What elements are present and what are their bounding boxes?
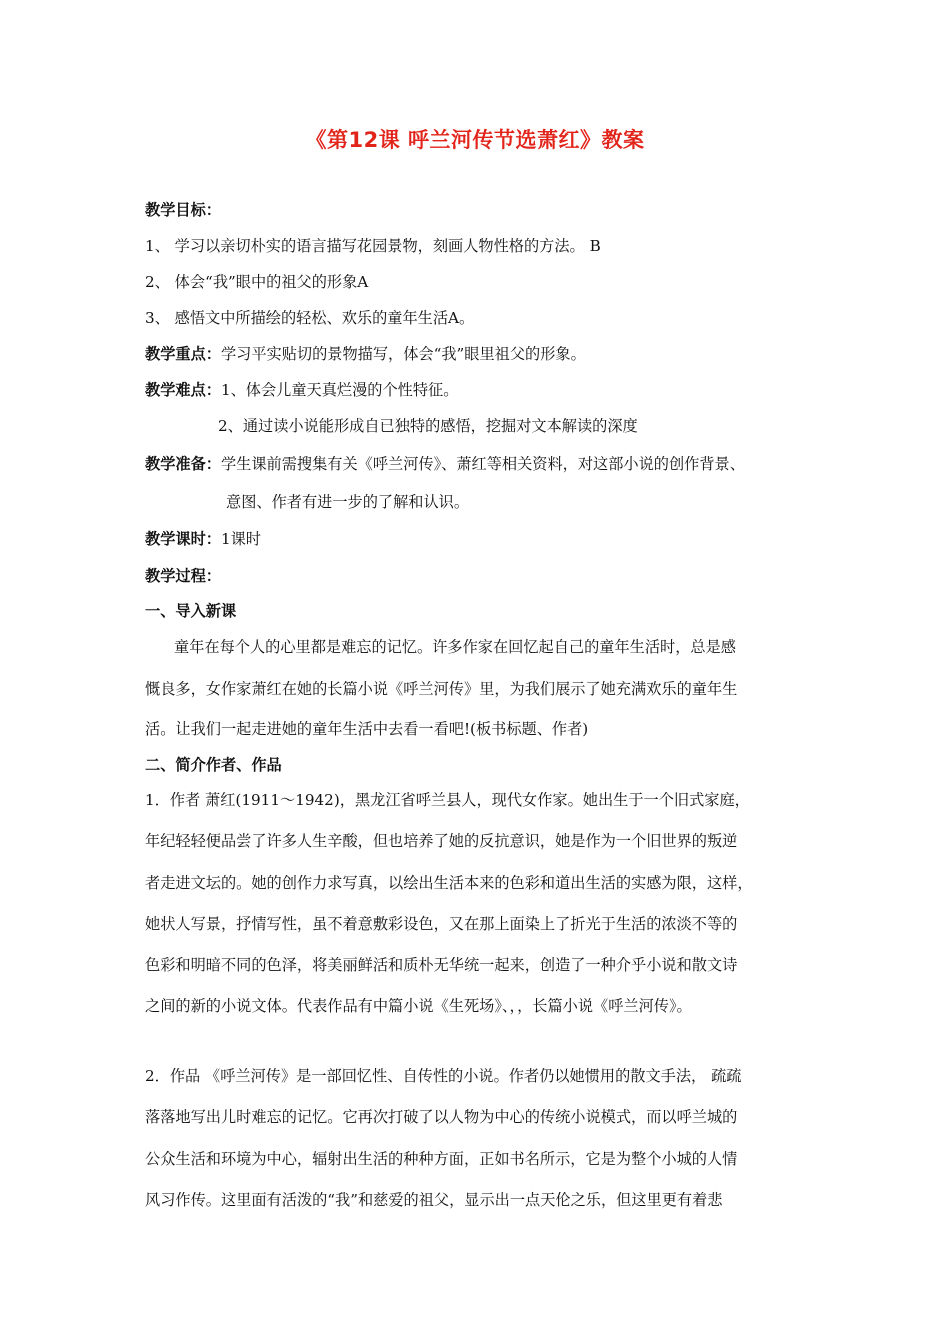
author-line-5: 色彩和明暗不同的色泽，将美丽鲜活和质朴无华统一起来，创造了一种介乎小说和散文诗 [145, 956, 738, 974]
author-line-1: 1．作者 萧红(1911～1942)，黑龙江省呼兰县人，现代女作家。她出生于一个旧式家庭， [145, 791, 750, 809]
section-1-heading: 一、导入新课 [145, 602, 237, 620]
difficulty-line-1: 1、体会儿童天真烂漫的个性特征。 [220, 381, 459, 399]
author-line-2: 年纪轻轻便品尝了许多人生辛酸，但也培养了她的反抗意识，她是作为一个旧世界的叛逆 [145, 832, 738, 850]
difficulty-line-2: 2、通过读小说能形成自已独特的感悟，挖掘对文本解读的深度 [218, 417, 638, 435]
intro-line-2: 慨良多，女作家萧红在她的长篇小说《呼兰河传》里，为我们展示了她充满欢乐的童年生 [145, 680, 738, 698]
process-heading: 教学过程： [145, 567, 221, 585]
work-line-1: 2．作品 《呼兰河传》是一部回忆性、自传性的小说。作者仍以她惯用的散文手法， 疏疏 [145, 1067, 742, 1085]
author-line-6: 之间的新的小说文体。代表作品有中篇小说《生死场》、，，长篇小说《呼兰河传》。 [145, 997, 692, 1015]
hours-row [145, 529, 261, 549]
difficulty-row [145, 380, 458, 400]
section-2-heading: 二、简介作者、作品 [145, 756, 282, 774]
difficulty-label: 教学难点： [145, 381, 221, 399]
hours-text: 1课时 [220, 530, 261, 548]
intro-line-1: 童年在每个人的心里都是难忘的记忆。许多作家在回忆起自己的童年生活时，总是感 [174, 638, 736, 656]
goals-heading: 教学目标： [145, 201, 221, 219]
intro-line-3: 活。让我们一起走进她的童年生活中去看一看吧!(板书标题、作者) [145, 720, 589, 738]
goal-item-2: 2、 体会“我”眼中的祖父的形象A [145, 273, 369, 291]
work-line-2: 落落地写出儿时难忘的记忆。它再次打破了以人物为中心的传统小说模式，而以呼兰城的 [145, 1108, 738, 1126]
preparation-line-1: 学生课前需搜集有关《呼兰河传》、萧红等相关资料，对这部小说的创作背景、 [220, 455, 745, 473]
author-line-3: 者走进文坛的。她的创作力求写真，以绘出生活本来的色彩和道出生活的实感为限，这样， [145, 874, 753, 892]
work-line-3: 公众生活和环境为中心，辐射出生活的种种方面，正如书名所示，它是为整个小城的人情 [145, 1150, 738, 1168]
author-line-4: 她状人写景，抒情写性，虽不着意敷彩设色，又在那上面染上了折光于生活的浓淡不等的 [145, 915, 738, 933]
hours-label: 教学课时： [145, 530, 221, 548]
key-point-text: 学习平实贴切的景物描写，体会“我”眼里祖父的形象。 [220, 345, 586, 363]
work-line-4: 风习作传。这里面有活泼的“我”和慈爱的祖父，显示出一点天伦之乐，但这里更有着悲 [145, 1191, 723, 1209]
key-point-label: 教学重点： [145, 345, 221, 363]
preparation-row [145, 454, 745, 474]
document-title: 《第12课 呼兰河传节选萧红》教案 [305, 128, 645, 152]
goal-item-3: 3、 感悟文中所描绘的轻松、欢乐的童年生活A。 [145, 309, 475, 327]
goal-item-1: 1、 学习以亲切朴实的语言描写花园景物，刻画人物性格的方法。 B [145, 237, 601, 255]
key-point-row [145, 344, 586, 364]
preparation-label: 教学准备： [145, 455, 221, 473]
preparation-line-2: 意图、作者有进一步的了解和认识。 [226, 493, 469, 511]
